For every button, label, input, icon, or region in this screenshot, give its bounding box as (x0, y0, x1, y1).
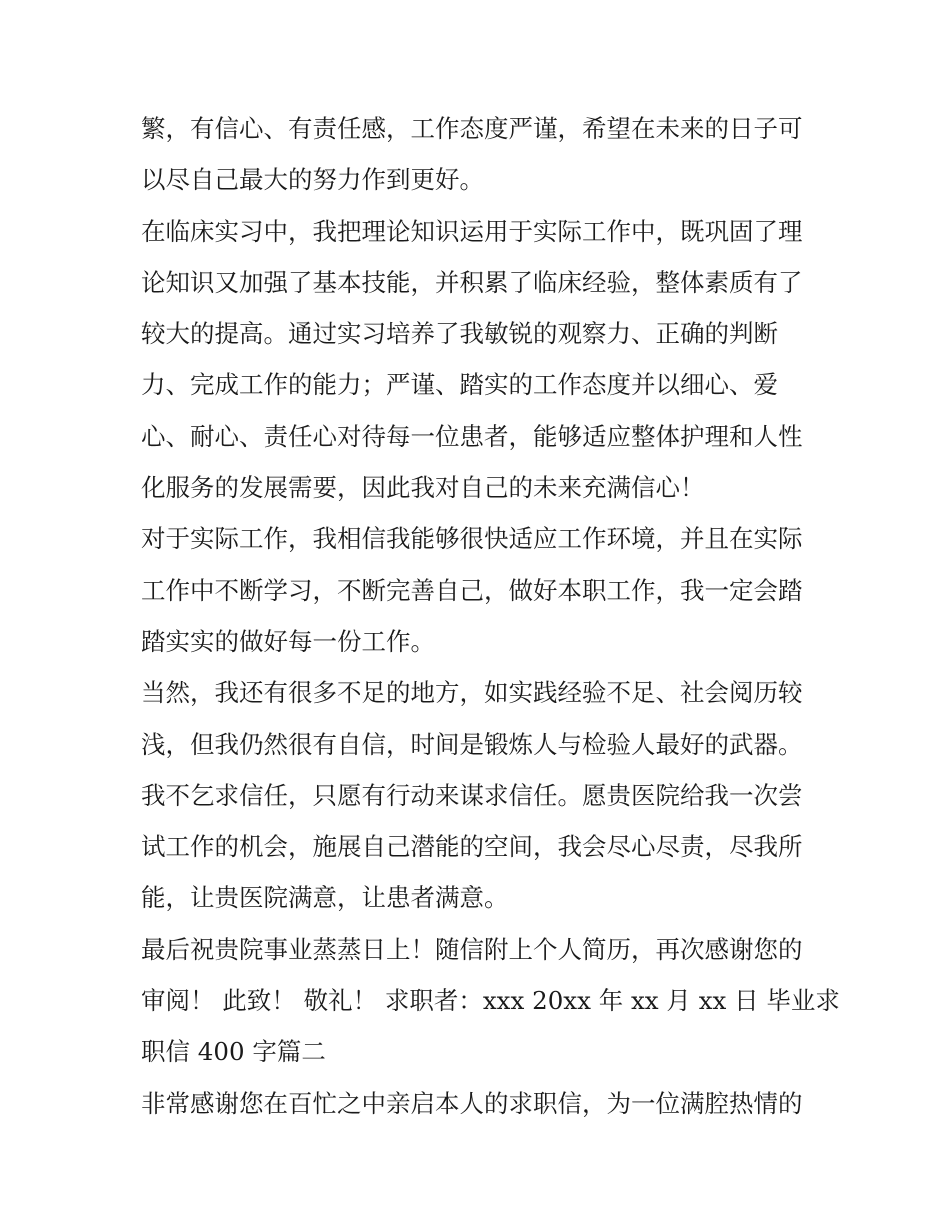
text-line: 在临床实习中，我把理论知识运用于实际工作中，既巩固了理 (141, 216, 803, 246)
text-line: 非常感谢您在百忙之中亲启本人的求职信，为一位满腔热情的 (141, 1088, 803, 1118)
paragraph (141, 513, 821, 667)
text-line: 审阅！ 此致！ 敬礼！ 求职者：xxx 20xx 年 xx 月 xx 日 毕业求 (141, 986, 840, 1016)
text-line: 力、完成工作的能力；严谨、踏实的工作态度并以细心、爱 (141, 370, 778, 400)
text-line: 最后祝贵院事业蒸蒸日上！随信附上个人简历，再次感谢您的 (141, 934, 803, 964)
text-line: 繁，有信心、有责任感，工作态度严谨，希望在未来的日子可 (141, 114, 803, 143)
text-line: 我不乞求信任，只愿有行动来谋求信任。愿贵医院给我一次尝 (141, 780, 803, 810)
text-line: 职信 400 字篇二 (141, 1037, 326, 1067)
text-line: 论知识又加强了基本技能，并积累了临床经验，整体素质有了 (141, 267, 803, 297)
text-line: 心、耐心、责任心对待每一位患者，能够适应整体护理和人性 (141, 421, 803, 451)
text-line: 化服务的发展需要，因此我对自己的未来充满信心！ (141, 473, 705, 503)
text-line: 工作中不断学习，不断完善自己，做好本职工作，我一定会踏 (141, 575, 803, 605)
paragraph (141, 103, 821, 206)
text-line: 试工作的机会，施展自己潜能的空间，我会尽心尽责，尽我所 (141, 832, 803, 862)
paragraph (141, 206, 821, 514)
text-line: 浅，但我仍然很有自信，时间是锻炼人与检验人最好的武器。 (141, 729, 803, 759)
text-line: 对于实际工作，我相信我能够很快适应工作环境，并且在实际 (141, 524, 803, 554)
paragraph (141, 1078, 821, 1129)
text-line: 踏实实的做好每一份工作。 (141, 626, 435, 656)
text-line: 以尽自己最大的努力作到更好。 (141, 165, 484, 195)
text-line: 当然，我还有很多不足的地方，如实践经验不足、社会阅历较 (141, 678, 803, 708)
text-line: 能，让贵医院满意，让患者满意。 (141, 883, 509, 913)
document-body (141, 103, 840, 1129)
paragraph (141, 667, 821, 923)
text-line: 较大的提高。通过实习培养了我敏锐的观察力、正确的判断 (141, 319, 778, 349)
paragraph (141, 924, 840, 1078)
